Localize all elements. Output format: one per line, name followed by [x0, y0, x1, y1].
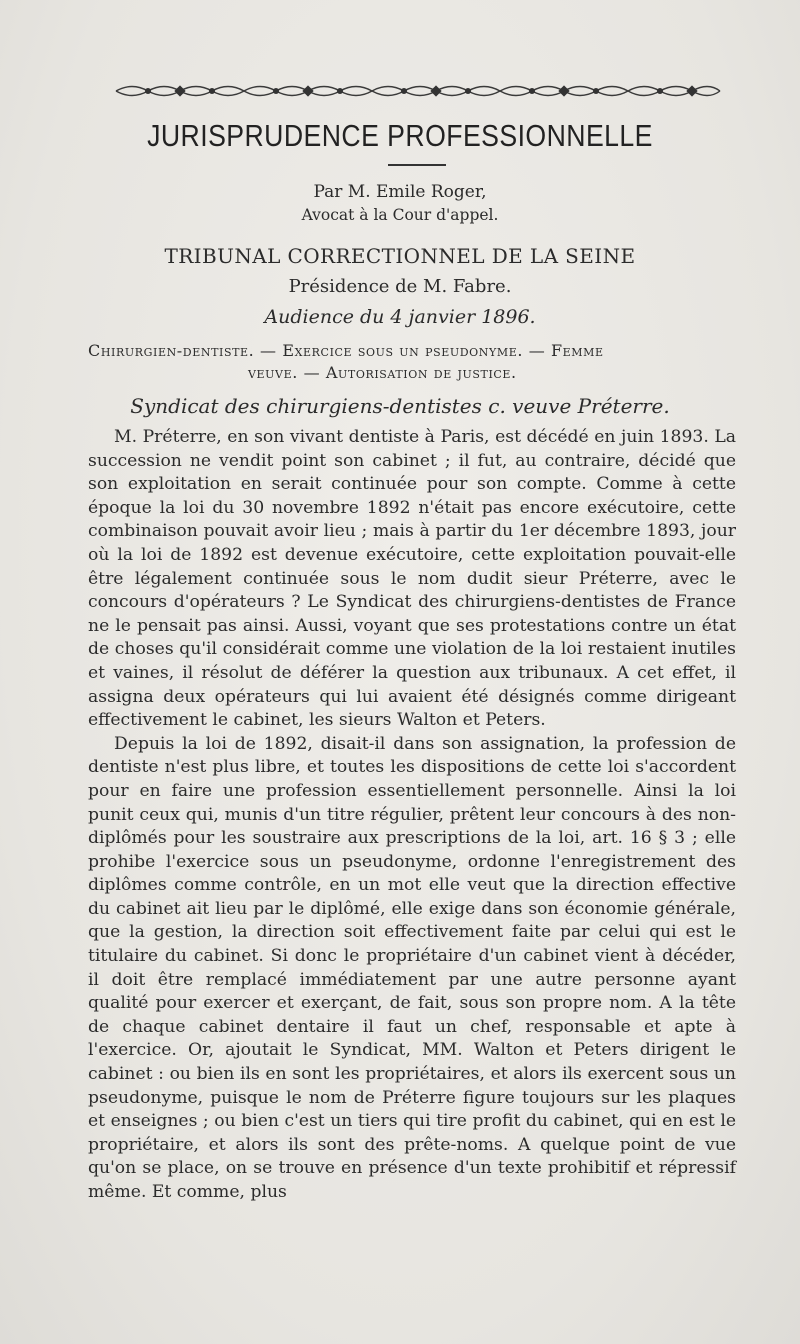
author-role: Avocat à la Cour d'appel.: [301, 206, 499, 224]
keywords-line-2: veuve. — Autorisation de justice.: [248, 363, 517, 382]
paragraph: M. Préterre, en son vivant dentiste à Paris, est décédé en juin 1893. La succession ne vendit point son cabinet ; il fut, au contraire, décidé que son exploitation en serait continuée pour son compte. Comme à cette époque la loi du 30 novembre 1892 n'était pas encore exécutoire, cette combinaison pouvait avoir lieu ; mais à partir du 1er décembre 1893, jour où la loi de 1892 est devenue exécutoire, cette exploitation pouvait-elle être légalement continuée sous le nom dudit sieur Préterre, avec le concours d'opérateurs ? Le Syndicat des chirurgiens-dentistes de France ne le pensait pas ainsi. Aussi, voyant que ses protestations contre un état de choses qu'il considérait comme une violation de la loi restaient inutiles et vaines, il résolut de déférer la question aux tribunaux. A cet effet, il assigna deux opérateurs qui lui avaient été désignés comme dirigeant effectivement le cabinet, les sieurs Walton et Peters.: [88, 427, 736, 731]
decorative-ornament-band: [112, 78, 724, 104]
presidency-line: Présidence de M. Fabre.: [288, 276, 512, 297]
title-divider: [388, 164, 446, 166]
case-title: Syndicat des chirurgiens-dentistes c. veuve Préterre.: [130, 394, 670, 418]
author-line: Par M. Emile Roger,: [313, 182, 487, 202]
court-name: TRIBUNAL CORRECTIONNEL DE LA SEINE: [164, 244, 636, 268]
keywords-line-1: Chirurgien-dentiste. — Exercice sous un pseudonyme. — Femme: [88, 341, 604, 360]
paragraph: Depuis la loi de 1892, disait-il dans son assignation, la profession de dentiste n'est plus libre, et toutes les dispositions de cette loi s'accordent pour en faire une profession essentiellement personnelle. Ainsi la loi punit ceux qui, munis d'un titre régulier, prêtent leur concours à des non-diplômés pour les soustraire aux prescriptions de la loi, art. 16 § 3 ; elle prohibe l'exercice sous un pseudonyme, ordonne l'enregistrement des diplômes comme contrôle, en un mot elle veut que la direction effective du cabinet ait lieu par le diplômé, elle exige dans son économie générale, que la gestion, la direction soit effectivement faite par celui qui est le titulaire du cabinet. Si donc le propriétaire d'un cabinet vient à décéder, il doit être remplacé immédiatement par une autre personne ayant qualité pour exercer et exerçant, de fait, sous son propre nom. A la tête de chaque cabinet dentaire il faut un chef, responsable et apte à l'exercice. Or, ajoutait le Syndicat, MM. Walton et Peters dirigent le cabinet : ou bien ils en sont les propriétaires, et alors ils exercent sous un pseudonyme, puisque le nom de Préterre figure toujours sur les plaques et enseignes ; ou bien c'est un tiers qui tire profit du cabinet, qui en est le propriétaire, et alors ils sont des prête-noms. A quelque point de vue qu'on se place, on se trouve en présence d'un texte prohibitif et répressif même. Et comme, plus: [88, 733, 736, 1202]
hearing-date: Audience du 4 janvier 1896.: [264, 306, 536, 328]
case-keywords: [88, 340, 736, 384]
body-text: [88, 426, 736, 1205]
document-title: JURISPRUDENCE PROFESSIONNELLE: [147, 118, 653, 153]
